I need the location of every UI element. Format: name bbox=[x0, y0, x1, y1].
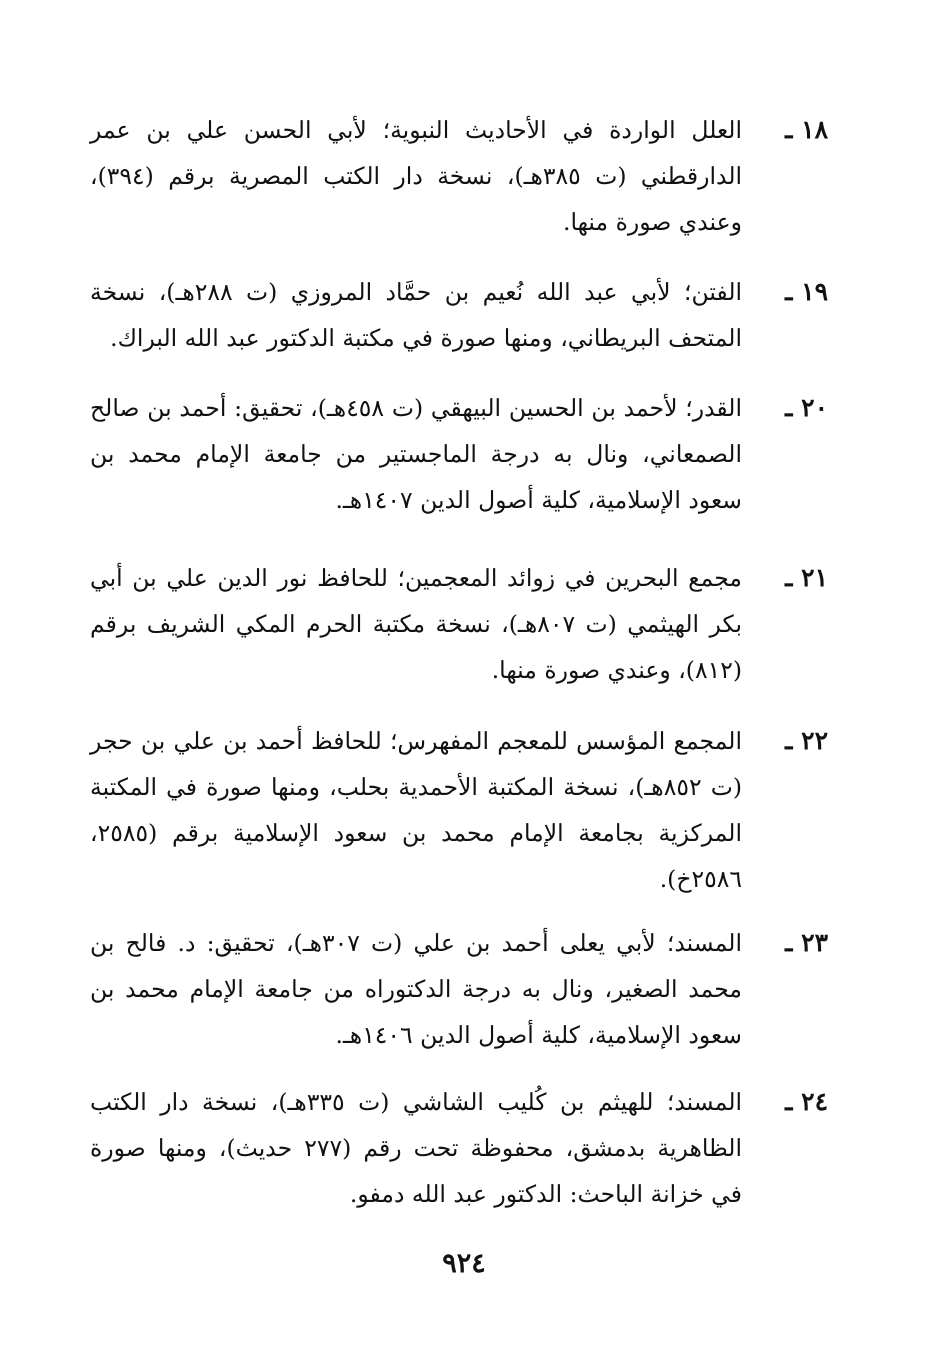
bibliography-entry bbox=[80, 920, 828, 1058]
entry-text: المجمع المؤسس للمعجم المفهرس؛ للحافظ أحمد بن علي بن حجر (ت ٨٥٢هـ)، نسخة المكتبة الأحمدية بحلب، ومنها صورة في المكتبة المركزية بجامعة الإمام محمد بن سعود الإسلامية برقم (٢٥٨٥، ٢٥٨٦خ). bbox=[90, 727, 743, 893]
entry-number: ٢١ ـ bbox=[785, 563, 828, 592]
entry-text: المسند؛ للهيثم بن كُليب الشاشي (ت ٣٣٥هـ)، نسخة دار الكتب الظاهرية بدمشق، محفوظة تحت رقم (٢٧٧ حديث)، ومنها صورة في خزانة الباحث: الدكتور عبد الله دمفو. bbox=[90, 1088, 743, 1208]
bibliography-entry bbox=[80, 107, 828, 245]
entry-number: ١٩ ـ bbox=[785, 277, 828, 306]
entry-number: ١٨ ـ bbox=[785, 115, 828, 144]
entry-number: ٢٤ ـ bbox=[785, 1087, 828, 1116]
entry-number: ٢٢ ـ bbox=[785, 726, 828, 755]
bibliography-entry bbox=[80, 1079, 828, 1217]
entry-text: الفتن؛ لأبي عبد الله نُعيم بن حمَّاد المروزي (ت ٢٨٨هـ)، نسخة المتحف البريطاني، ومنها صورة في مكتبة الدكتور عبد الله البراك. bbox=[90, 278, 743, 352]
entry-text: القدر؛ لأحمد بن الحسين البيهقي (ت ٤٥٨هـ)، تحقيق: أحمد بن صالح الصمعاني، ونال به درجة الماجستير من جامعة الإمام محمد بن سعود الإسلامية، كلية أصول الدين ١٤٠٧هـ. bbox=[90, 394, 742, 514]
bibliography-entry bbox=[80, 385, 828, 523]
page-number: ٩٢٤ bbox=[442, 1248, 486, 1279]
entry-text: مجمع البحرين في زوائد المعجمين؛ للحافظ نور الدين علي بن أبي بكر الهيثمي (ت ٨٠٧هـ)، نسخة مكتبة الحرم المكي الشريف برقم (٨١٢)، وعندي صورة منها. bbox=[90, 564, 742, 684]
bibliography-entry bbox=[80, 718, 828, 902]
entry-text: العلل الواردة في الأحاديث النبوية؛ لأبي الحسن علي بن عمر الدارقطني (ت ٣٨٥هـ)، نسخة دار الكتب المصرية برقم (٣٩٤)، وعندي صورة منها. bbox=[90, 116, 743, 236]
bibliography-entry bbox=[80, 555, 828, 693]
entry-number: ٢٠ ـ bbox=[785, 393, 828, 422]
entry-number: ٢٣ ـ bbox=[785, 928, 828, 957]
bibliography-entry bbox=[80, 269, 828, 361]
entry-text: المسند؛ لأبي يعلى أحمد بن علي (ت ٣٠٧هـ)، تحقيق: د. فالح بن محمد الصغير، ونال به درجة الدكتوراه من جامعة الإمام محمد بن سعود الإسلامية، كلية أصول الدين ١٤٠٦هـ. bbox=[90, 929, 742, 1049]
